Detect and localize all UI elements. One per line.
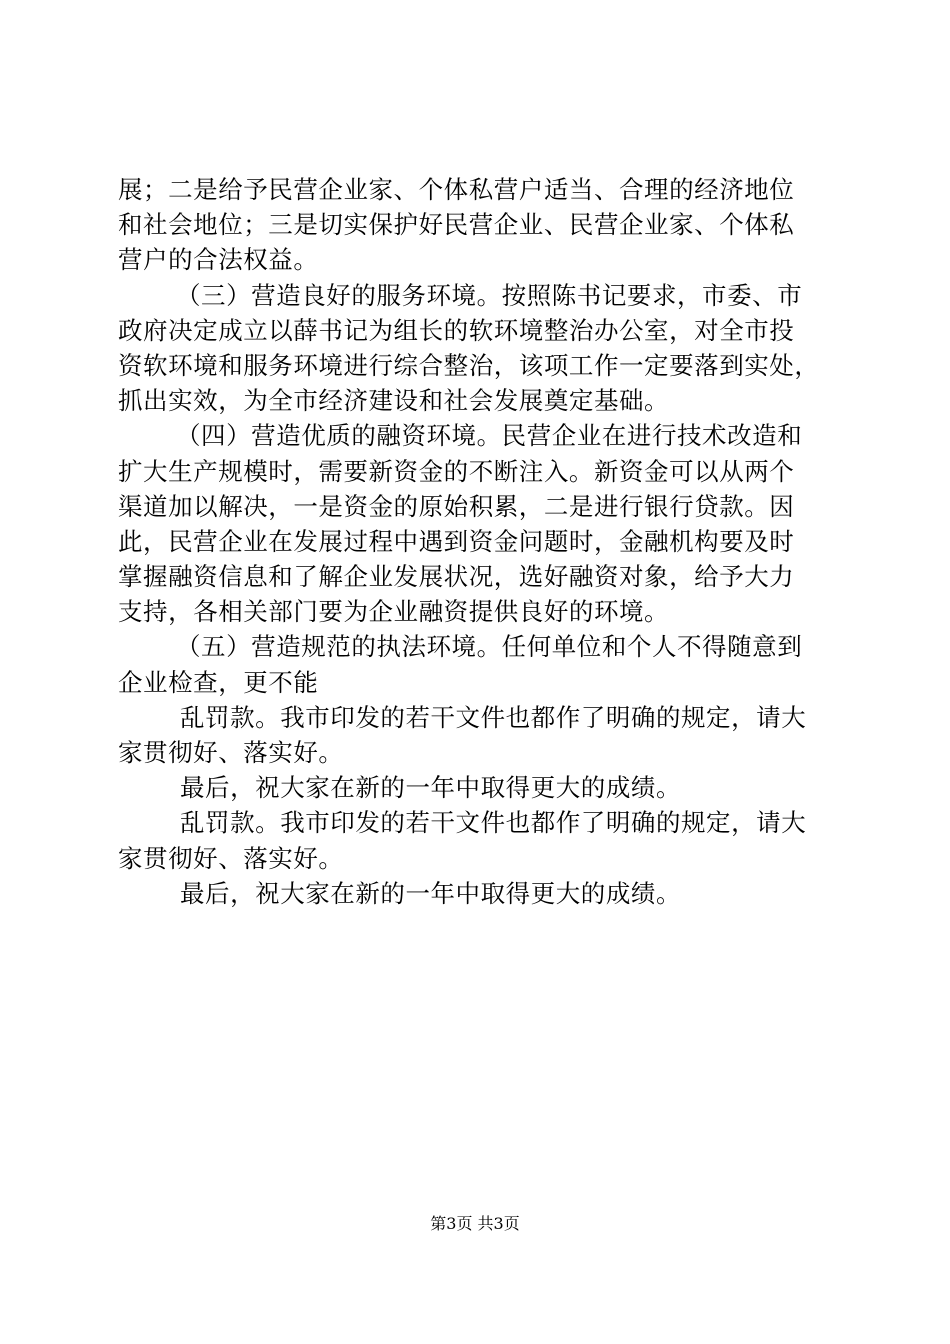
- paragraph-line: 营户的合法权益。: [118, 245, 319, 275]
- paragraph-line: 和社会地位；三是切实保护好民营企业、民营企业家、个体私: [118, 210, 795, 240]
- paragraph-line: 乱罚款。我市印发的若干文件也都作了明确的规定，请大: [180, 702, 807, 732]
- page-number-footer: 第3页 共3页: [430, 1214, 520, 1233]
- paragraph-line: 家贯彻好、落实好。: [118, 843, 344, 873]
- paragraph-line: 此，民营企业在发展过程中遇到资金问题时，金融机构要及时: [118, 526, 795, 556]
- paragraph-line: 展；二是给予民营企业家、个体私营户适当、合理的经济地位: [118, 175, 795, 204]
- paragraph-line: 最后，祝大家在新的一年中取得更大的成绩。: [180, 773, 681, 803]
- paragraph-line: 企业检查，更不能: [118, 667, 319, 697]
- paragraph-line: 资软环境和服务环境进行综合整治，该项工作一定要落到实处，: [118, 350, 820, 380]
- paragraph-line: 抓出实效，为全市经济建设和社会发展奠定基础。: [118, 386, 670, 416]
- document-body: [118, 172, 840, 911]
- paragraph-line: 支持，各相关部门要为企业融资提供良好的环境。: [118, 597, 670, 627]
- paragraph-line: 乱罚款。我市印发的若干文件也都作了明确的规定，请大: [180, 808, 807, 838]
- paragraph-line: （五）营造规范的执法环境。任何单位和个人不得随意到: [176, 632, 803, 662]
- paragraph-line: （三）营造良好的服务环境。按照陈书记要求，市委、市: [176, 280, 803, 310]
- paragraph-line: 家贯彻好、落实好。: [118, 738, 344, 767]
- paragraph-line: 渠道加以解决，一是资金的原始积累，二是进行银行贷款。因: [118, 491, 795, 521]
- paragraph-line: 最后，祝大家在新的一年中取得更大的成绩。: [180, 878, 681, 908]
- paragraph-line: 掌握融资信息和了解企业发展状况，选好融资对象，给予大力: [118, 562, 795, 592]
- paragraph-line: 政府决定成立以薛书记为组长的软环境整治办公室，对全市投: [118, 315, 795, 345]
- paragraph-line: 扩大生产规模时，需要新资金的不断注入。新资金可以从两个: [118, 456, 795, 486]
- paragraph-line: （四）营造优质的融资环境。民营企业在进行技术改造和: [176, 421, 803, 451]
